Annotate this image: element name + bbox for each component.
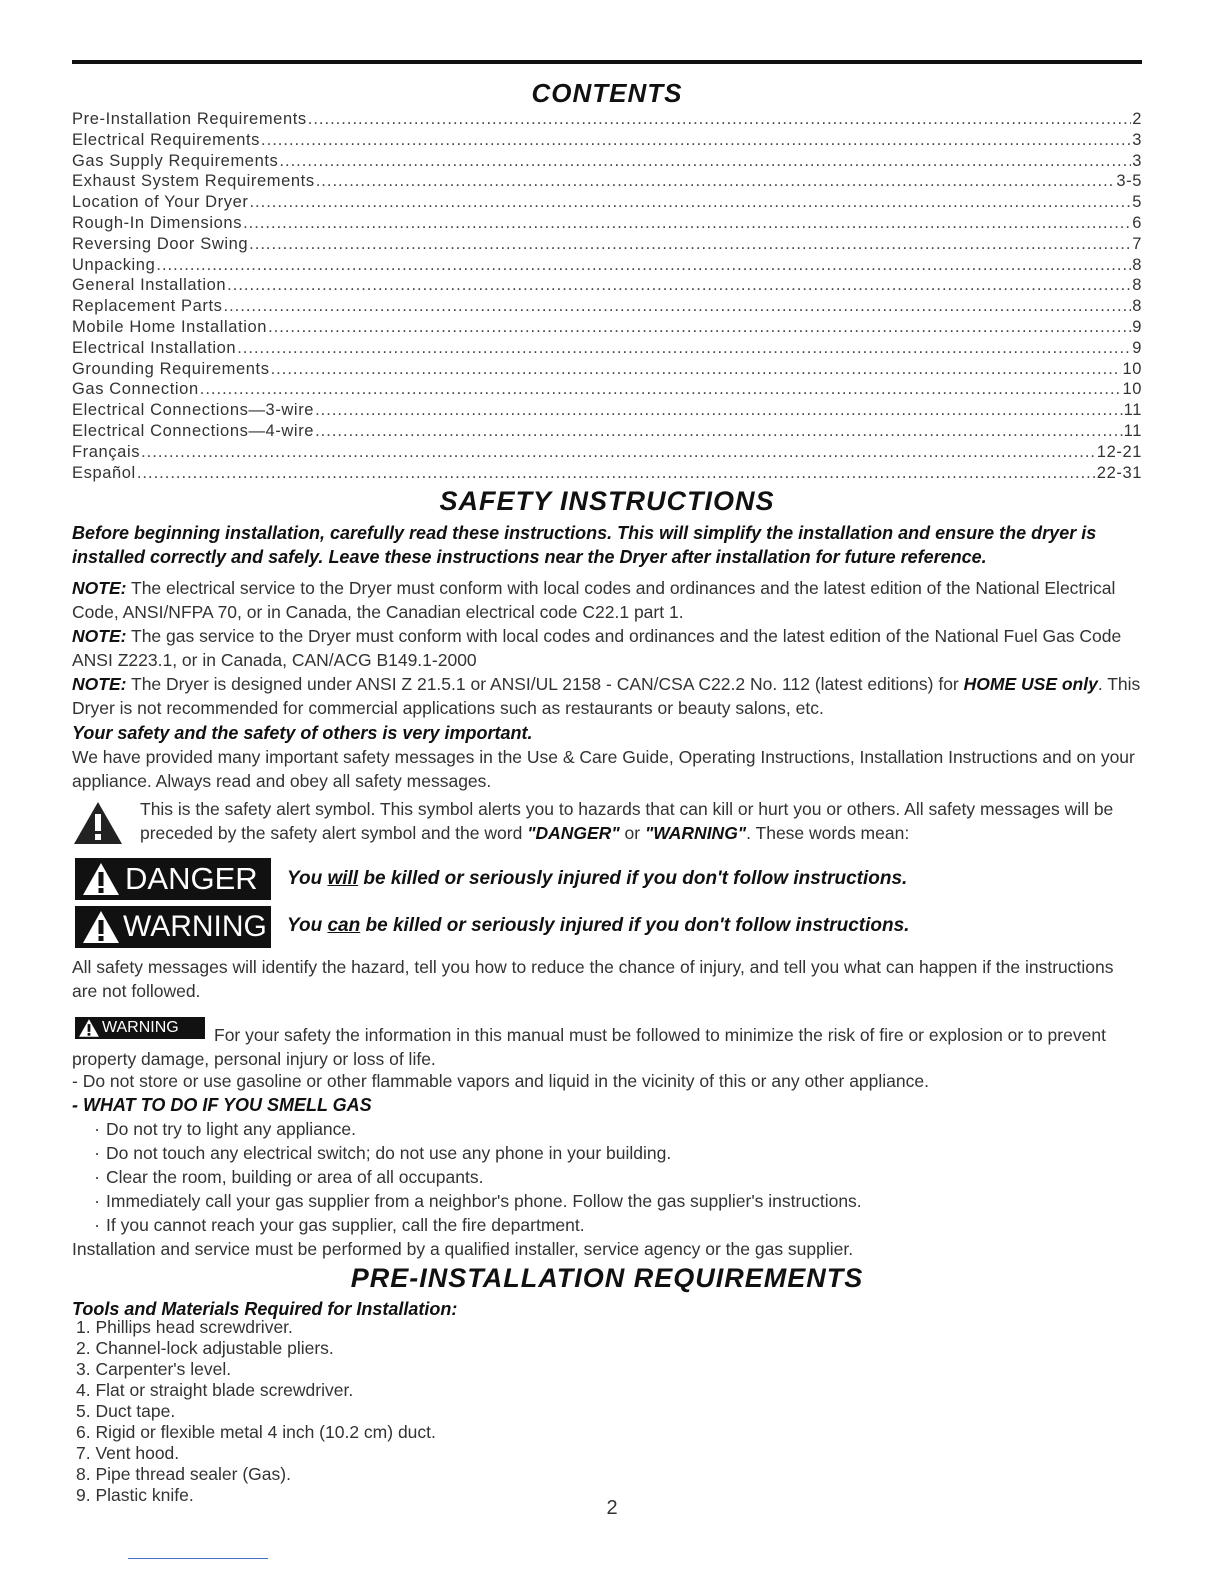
- warning-triangle-icon: [81, 861, 121, 897]
- danger-label: DANGER: [125, 861, 258, 896]
- toc-entry-label: Exhaust System Requirements: [72, 172, 315, 191]
- warning-msg-b: be killed or seriously injured if you don't follow instructions.: [365, 915, 910, 936]
- alert-text-a: This is the safety alert symbol. This symbol alerts you to hazards that can kill or hurt you or others. All safety messages will be preceded by the safety alert symbol and the word: [140, 799, 1114, 843]
- toc-entry: [72, 192, 1142, 213]
- note-design-text-a: The Dryer is designed under ANSI Z 21.5.1 or ANSI/UL 2158 - CAN/CSA C22.2 No. 112 (latest editions) for: [131, 674, 959, 694]
- toc-entry: [72, 379, 1142, 400]
- toc-entry-label: Español: [72, 463, 136, 482]
- toc-entry-page: 8: [1132, 255, 1142, 274]
- toc-entry-label: Français: [72, 442, 141, 461]
- list-item: · Do not try to light any appliance.: [88, 1117, 1088, 1141]
- safety-body: We have provided many important safety messages in the Use & Care Guide, Operating Instructions, Installation Instructions and on your appliance. Always read and obey all safety messages.: [72, 747, 1135, 791]
- smell-gas-list: [88, 1117, 1088, 1237]
- tools-title: Tools and Materials Required for Installation:: [72, 1299, 458, 1319]
- toc-entry: [72, 213, 1142, 234]
- toc-entry: [72, 296, 1142, 317]
- safety-instructions-title: SAFETY INSTRUCTIONS: [439, 486, 775, 516]
- toc-entry-page: 22-31: [1096, 463, 1142, 482]
- toc-entry: [72, 275, 1142, 296]
- toc-entry: [72, 338, 1142, 359]
- toc-leader: [261, 130, 1131, 151]
- note-label: NOTE:: [72, 674, 127, 694]
- list-item: · Immediately call your gas supplier from a neighbor's phone. Follow the gas supplier's instructions.: [88, 1189, 1088, 1213]
- toc-leader: [243, 213, 1131, 234]
- toc-entry: [72, 317, 1142, 338]
- toc-entry: [72, 463, 1142, 484]
- list-item: 9. Plastic knife.: [76, 1485, 194, 1505]
- list-item: 7. Vent hood.: [76, 1443, 180, 1463]
- toc-leader: [224, 296, 1132, 317]
- warning-label-small: WARNING: [102, 1019, 179, 1036]
- toc-entry-page: 11: [1123, 421, 1142, 440]
- toc-entry: [72, 400, 1142, 421]
- toc-leader: [315, 400, 1123, 421]
- list-item: 6. Rigid or flexible metal 4 inch (10.2 cm) duct.: [76, 1422, 436, 1442]
- alert-or: or: [624, 823, 641, 843]
- toc-entry: [72, 130, 1142, 151]
- toc-entry-label: Grounding Requirements: [72, 359, 270, 378]
- toc-entry-label: Electrical Connections—3-wire: [72, 401, 315, 420]
- toc-leader: [156, 255, 1131, 276]
- toc-entry-page: 6: [1132, 213, 1142, 232]
- toc-entry: [72, 234, 1142, 255]
- list-item: 4. Flat or straight blade screwdriver.: [76, 1380, 354, 1400]
- toc-leader: [249, 192, 1131, 213]
- gasoline-warning: - Do not store or use gasoline or other flammable vapors and liquid in the vicinity of this or any other appliance.: [72, 1071, 929, 1091]
- list-item: · If you cannot reach your gas supplier, call the fire department.: [88, 1213, 1088, 1237]
- list-item: 3. Carpenter's level.: [76, 1359, 232, 1379]
- toc-entry: [72, 171, 1142, 192]
- toc-leader: [227, 275, 1131, 296]
- toc-leader: [271, 359, 1122, 380]
- list-item: 8. Pipe thread sealer (Gas).: [76, 1464, 291, 1484]
- toc-entry-page: 8: [1132, 276, 1142, 295]
- warning-msg-a: You: [287, 915, 323, 936]
- note-design-text-b: . This Dryer is not recommended for commercial applications such as restaurants or beauty salons, etc.: [72, 674, 1141, 718]
- pre-installation-title: PRE-INSTALLATION REQUIREMENTS: [350, 1263, 864, 1293]
- toc-leader: [137, 463, 1096, 484]
- warning-triangle-icon: [81, 909, 121, 945]
- note-electrical-text: The electrical service to the Dryer must conform with local codes and ordinances and the latest edition of the National Electrical Code, ANSI/NFPA 70, or in Canada, the Canadian electrical code C22.1 part 1.: [72, 578, 1116, 622]
- toc-entry: [72, 255, 1142, 276]
- toc-entry: [72, 359, 1142, 380]
- toc-entry: [72, 151, 1142, 172]
- toc-entry-page: 9: [1132, 338, 1142, 357]
- toc-entry-label: Rough-In Dimensions: [72, 213, 243, 232]
- toc-entry-label: Electrical Connections—4-wire: [72, 421, 315, 440]
- home-use-emphasis: HOME USE only: [963, 674, 1098, 694]
- toc-entry-page: 8: [1132, 297, 1142, 316]
- toc-leader: [268, 317, 1131, 338]
- toc-entry-page: 3-5: [1116, 172, 1142, 191]
- danger-msg-b: be killed or seriously injured if you don't follow instructions.: [363, 868, 908, 889]
- toc-leader: [141, 442, 1096, 463]
- note-electrical: [72, 576, 1142, 624]
- toc-entry-page: 10: [1122, 359, 1142, 378]
- list-item: 1. Phillips head screwdriver.: [76, 1317, 293, 1337]
- toc-entry-page: 11: [1123, 401, 1142, 420]
- contents-title: CONTENTS: [531, 78, 683, 108]
- toc-entry-page: 3: [1132, 151, 1142, 170]
- toc-entry-label: Electrical Requirements: [72, 130, 261, 149]
- safety-heading: Your safety and the safety of others is very important.: [72, 723, 533, 743]
- top-rule: [72, 60, 1142, 64]
- toc-entry: [72, 442, 1142, 463]
- toc-entry-page: 7: [1132, 234, 1142, 253]
- table-of-contents: [72, 109, 1142, 483]
- toc-leader: [308, 109, 1131, 130]
- toc-leader: [200, 379, 1122, 400]
- installation-service-note: Installation and service must be performed by a qualified installer, service agency or the gas supplier.: [72, 1239, 854, 1259]
- toc-leader: [315, 421, 1123, 442]
- toc-leader: [237, 338, 1131, 359]
- toc-leader: [316, 171, 1116, 192]
- alert-text-b: . These words mean:: [746, 823, 910, 843]
- toc-entry-label: Gas Supply Requirements: [72, 151, 279, 170]
- toc-entry-label: General Installation: [72, 276, 227, 295]
- danger-msg-will: will: [327, 868, 359, 889]
- list-item: 5. Duct tape.: [76, 1401, 176, 1421]
- note-label: NOTE:: [72, 626, 127, 646]
- warning-triangle-icon: [73, 800, 123, 846]
- toc-entry-label: Reversing Door Swing: [72, 234, 249, 253]
- all-safety-messages: All safety messages will identify the hazard, tell you how to reduce the chance of injury, and tell you what can happen if the instructions are not followed.: [72, 957, 1114, 1001]
- danger-message: [287, 868, 907, 890]
- toc-entry-label: Pre-Installation Requirements: [72, 110, 307, 128]
- warning-badge: [75, 906, 271, 948]
- note-design: [72, 672, 1142, 720]
- safety-alert-icon: [73, 800, 123, 846]
- alert-danger-word: "DANGER": [527, 823, 620, 843]
- toc-entry-page: 5: [1132, 193, 1142, 212]
- toc-entry-page: 10: [1122, 380, 1142, 399]
- toc-entry-label: Mobile Home Installation: [72, 317, 268, 336]
- toc-entry-label: Gas Connection: [72, 380, 199, 399]
- note-gas: [72, 624, 1142, 672]
- tools-list: [76, 1317, 436, 1506]
- list-item: · Clear the room, building or area of all occupants.: [88, 1165, 1088, 1189]
- safety-alert-explanation: [140, 797, 1142, 845]
- toc-entry: [72, 421, 1142, 442]
- toc-leader: [279, 151, 1131, 172]
- alert-warning-word: "WARNING": [644, 823, 747, 843]
- toc-entry: [72, 109, 1142, 130]
- safety-intro: Before beginning installation, carefully read these instructions. This will simplify the installation and ensure the dryer is installed correctly and safely. Leave these instructions near the Dryer after installation for future reference.: [72, 523, 1097, 567]
- list-item: 2. Channel-lock adjustable pliers.: [76, 1338, 334, 1358]
- fire-explosion-warning: For your safety the information in this manual must be followed to minimize the risk of fire or explosion or to prevent property damage, personal injury or loss of life.: [72, 1025, 1106, 1069]
- toc-entry-label: Electrical Installation: [72, 338, 237, 357]
- list-item: · Do not touch any electrical switch; do not use any phone in your building.: [88, 1141, 1088, 1165]
- toc-entry-page: 2: [1132, 110, 1142, 128]
- footer-line: [128, 1558, 268, 1559]
- note-gas-text: The gas service to the Dryer must conform with local codes and ordinances and the latest edition of the National Fuel Gas Code ANSI Z223.1, or in Canada, CAN/ACG B149.1-2000: [72, 626, 1122, 670]
- toc-leader: [249, 234, 1131, 255]
- note-label: NOTE:: [72, 578, 127, 598]
- danger-badge: [75, 858, 271, 900]
- danger-msg-a: You: [287, 868, 323, 889]
- toc-entry-page: 3: [1132, 130, 1142, 149]
- warning-message: [287, 915, 909, 937]
- warning-label: WARNING: [123, 910, 267, 943]
- toc-entry-page: 12-21: [1096, 442, 1142, 461]
- warning-msg-can: can: [327, 915, 361, 936]
- toc-entry-label: Unpacking: [72, 255, 156, 274]
- page-number: 2: [606, 1497, 618, 1519]
- toc-entry-label: Location of Your Dryer: [72, 193, 249, 212]
- toc-entry-page: 9: [1132, 317, 1142, 336]
- smell-gas-title: - WHAT TO DO IF YOU SMELL GAS: [72, 1095, 372, 1115]
- toc-entry-label: Replacement Parts: [72, 297, 223, 316]
